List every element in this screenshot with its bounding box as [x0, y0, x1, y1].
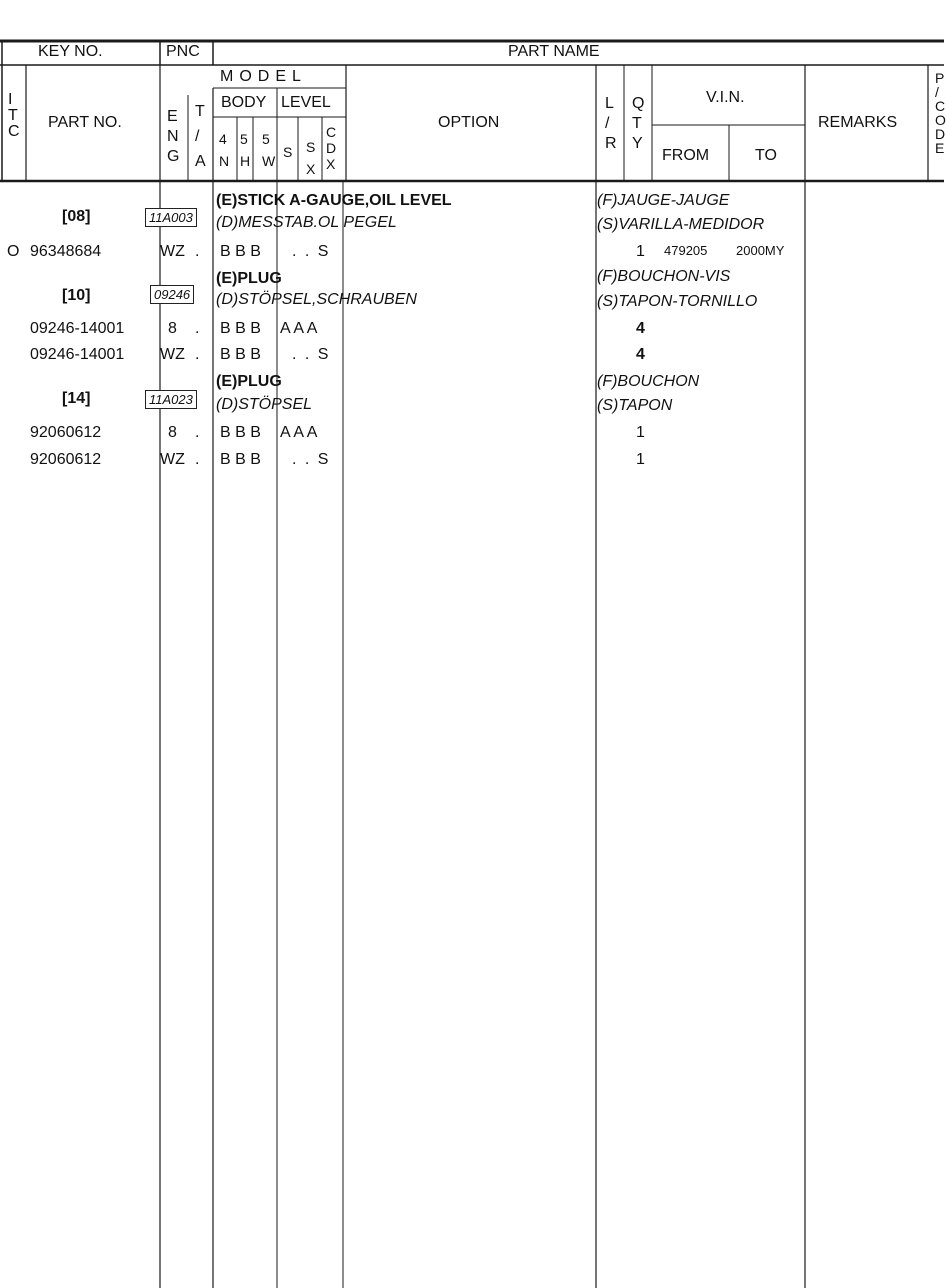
engine-code: 8	[168, 320, 177, 337]
quantity: 1	[636, 243, 645, 260]
engine-code: WZ	[160, 346, 185, 363]
header-model: MODEL	[220, 68, 307, 85]
body-codes: B B B	[220, 424, 261, 441]
header-body: BODY	[221, 94, 267, 111]
part-name-english: (E)STICK A-GAUGE,OIL LEVEL	[216, 192, 452, 209]
part-name-french: (F)BOUCHON	[597, 373, 700, 390]
header-ta: T / A	[195, 103, 206, 170]
level-codes: . . S	[292, 346, 329, 363]
engine-code: WZ	[160, 243, 185, 260]
pnc-box: 11A003	[145, 208, 197, 227]
header-lr: L / R	[605, 95, 617, 152]
header-itc: I T C	[8, 91, 20, 140]
header-body-5h: 5 H	[240, 131, 251, 169]
header-level-sx: S X	[306, 139, 316, 177]
body-codes: B B B	[220, 320, 261, 337]
header-level-cdx: C D X	[326, 124, 337, 172]
part-name-german: (D)STÖPSEL,SCHRAUBEN	[216, 291, 417, 308]
header-level-s: S	[283, 144, 293, 160]
part-number: 92060612	[30, 451, 102, 468]
header-part-name: PART NAME	[508, 43, 600, 60]
body-codes: B B B	[220, 346, 261, 363]
header-eng: E N G	[167, 108, 180, 165]
transaxle-code: .	[195, 451, 200, 468]
part-number: 92060612	[30, 424, 102, 441]
transaxle-code: .	[195, 346, 200, 363]
header-remarks: REMARKS	[818, 114, 898, 131]
header-body-4n: 4 N	[219, 131, 230, 169]
part-name-english: (E)PLUG	[216, 373, 282, 390]
header-vin-from: FROM	[662, 147, 710, 164]
level-codes: A A A	[280, 424, 318, 441]
transaxle-code: .	[195, 243, 200, 260]
part-name-spanish: (S)TAPON-TORNILLO	[597, 293, 758, 310]
pnc-box: 09246	[150, 285, 194, 304]
header-body-5w: 5 W	[262, 131, 276, 169]
part-number: 09246-14001	[30, 346, 125, 363]
transaxle-code: .	[195, 320, 200, 337]
part-name-french: (F)JAUGE-JAUGE	[597, 192, 730, 209]
quantity: 4	[636, 346, 645, 363]
part-number: 09246-14001	[30, 320, 125, 337]
header-level: LEVEL	[281, 94, 331, 111]
part-name-spanish: (S)TAPON	[597, 397, 673, 414]
quantity: 1	[636, 451, 645, 468]
vin-from: 479205	[664, 243, 708, 258]
group-key: [10]	[62, 287, 91, 304]
header-vin: V.I.N.	[706, 89, 745, 106]
header-key-no: KEY NO.	[38, 43, 103, 60]
part-name-spanish: (S)VARILLA-MEDIDOR	[597, 216, 765, 233]
part-name-french: (F)BOUCHON-VIS	[597, 268, 731, 285]
header-qty: Q T Y	[632, 95, 645, 152]
header-option: OPTION	[438, 114, 500, 131]
header-part-no: PART NO.	[48, 114, 122, 131]
engine-code: 8	[168, 424, 177, 441]
quantity: 4	[636, 320, 645, 337]
group-key: [14]	[62, 390, 91, 407]
quantity: 1	[636, 424, 645, 441]
part-name-german: (D)STÖPSEL	[216, 396, 313, 413]
pnc-box: 11A023	[145, 390, 197, 409]
part-name-german: (D)MESSTAB.OL PEGEL	[216, 214, 397, 231]
level-codes: . . S	[292, 243, 329, 260]
vin-to: 2000MY	[736, 243, 785, 258]
engine-code: WZ	[160, 451, 185, 468]
level-codes: . . S	[292, 451, 329, 468]
body-codes: B B B	[220, 243, 261, 260]
group-key: [08]	[62, 208, 91, 225]
transaxle-code: .	[195, 424, 200, 441]
header-pnc: PNC	[166, 43, 200, 60]
body-codes: B B B	[220, 451, 261, 468]
part-name-english: (E)PLUG	[216, 270, 282, 287]
header-pcode: P / C O D E	[935, 70, 946, 156]
itc-code: O	[7, 243, 20, 260]
part-number: 96348684	[30, 243, 102, 260]
level-codes: A A A	[280, 320, 318, 337]
header-vin-to: TO	[755, 147, 777, 164]
